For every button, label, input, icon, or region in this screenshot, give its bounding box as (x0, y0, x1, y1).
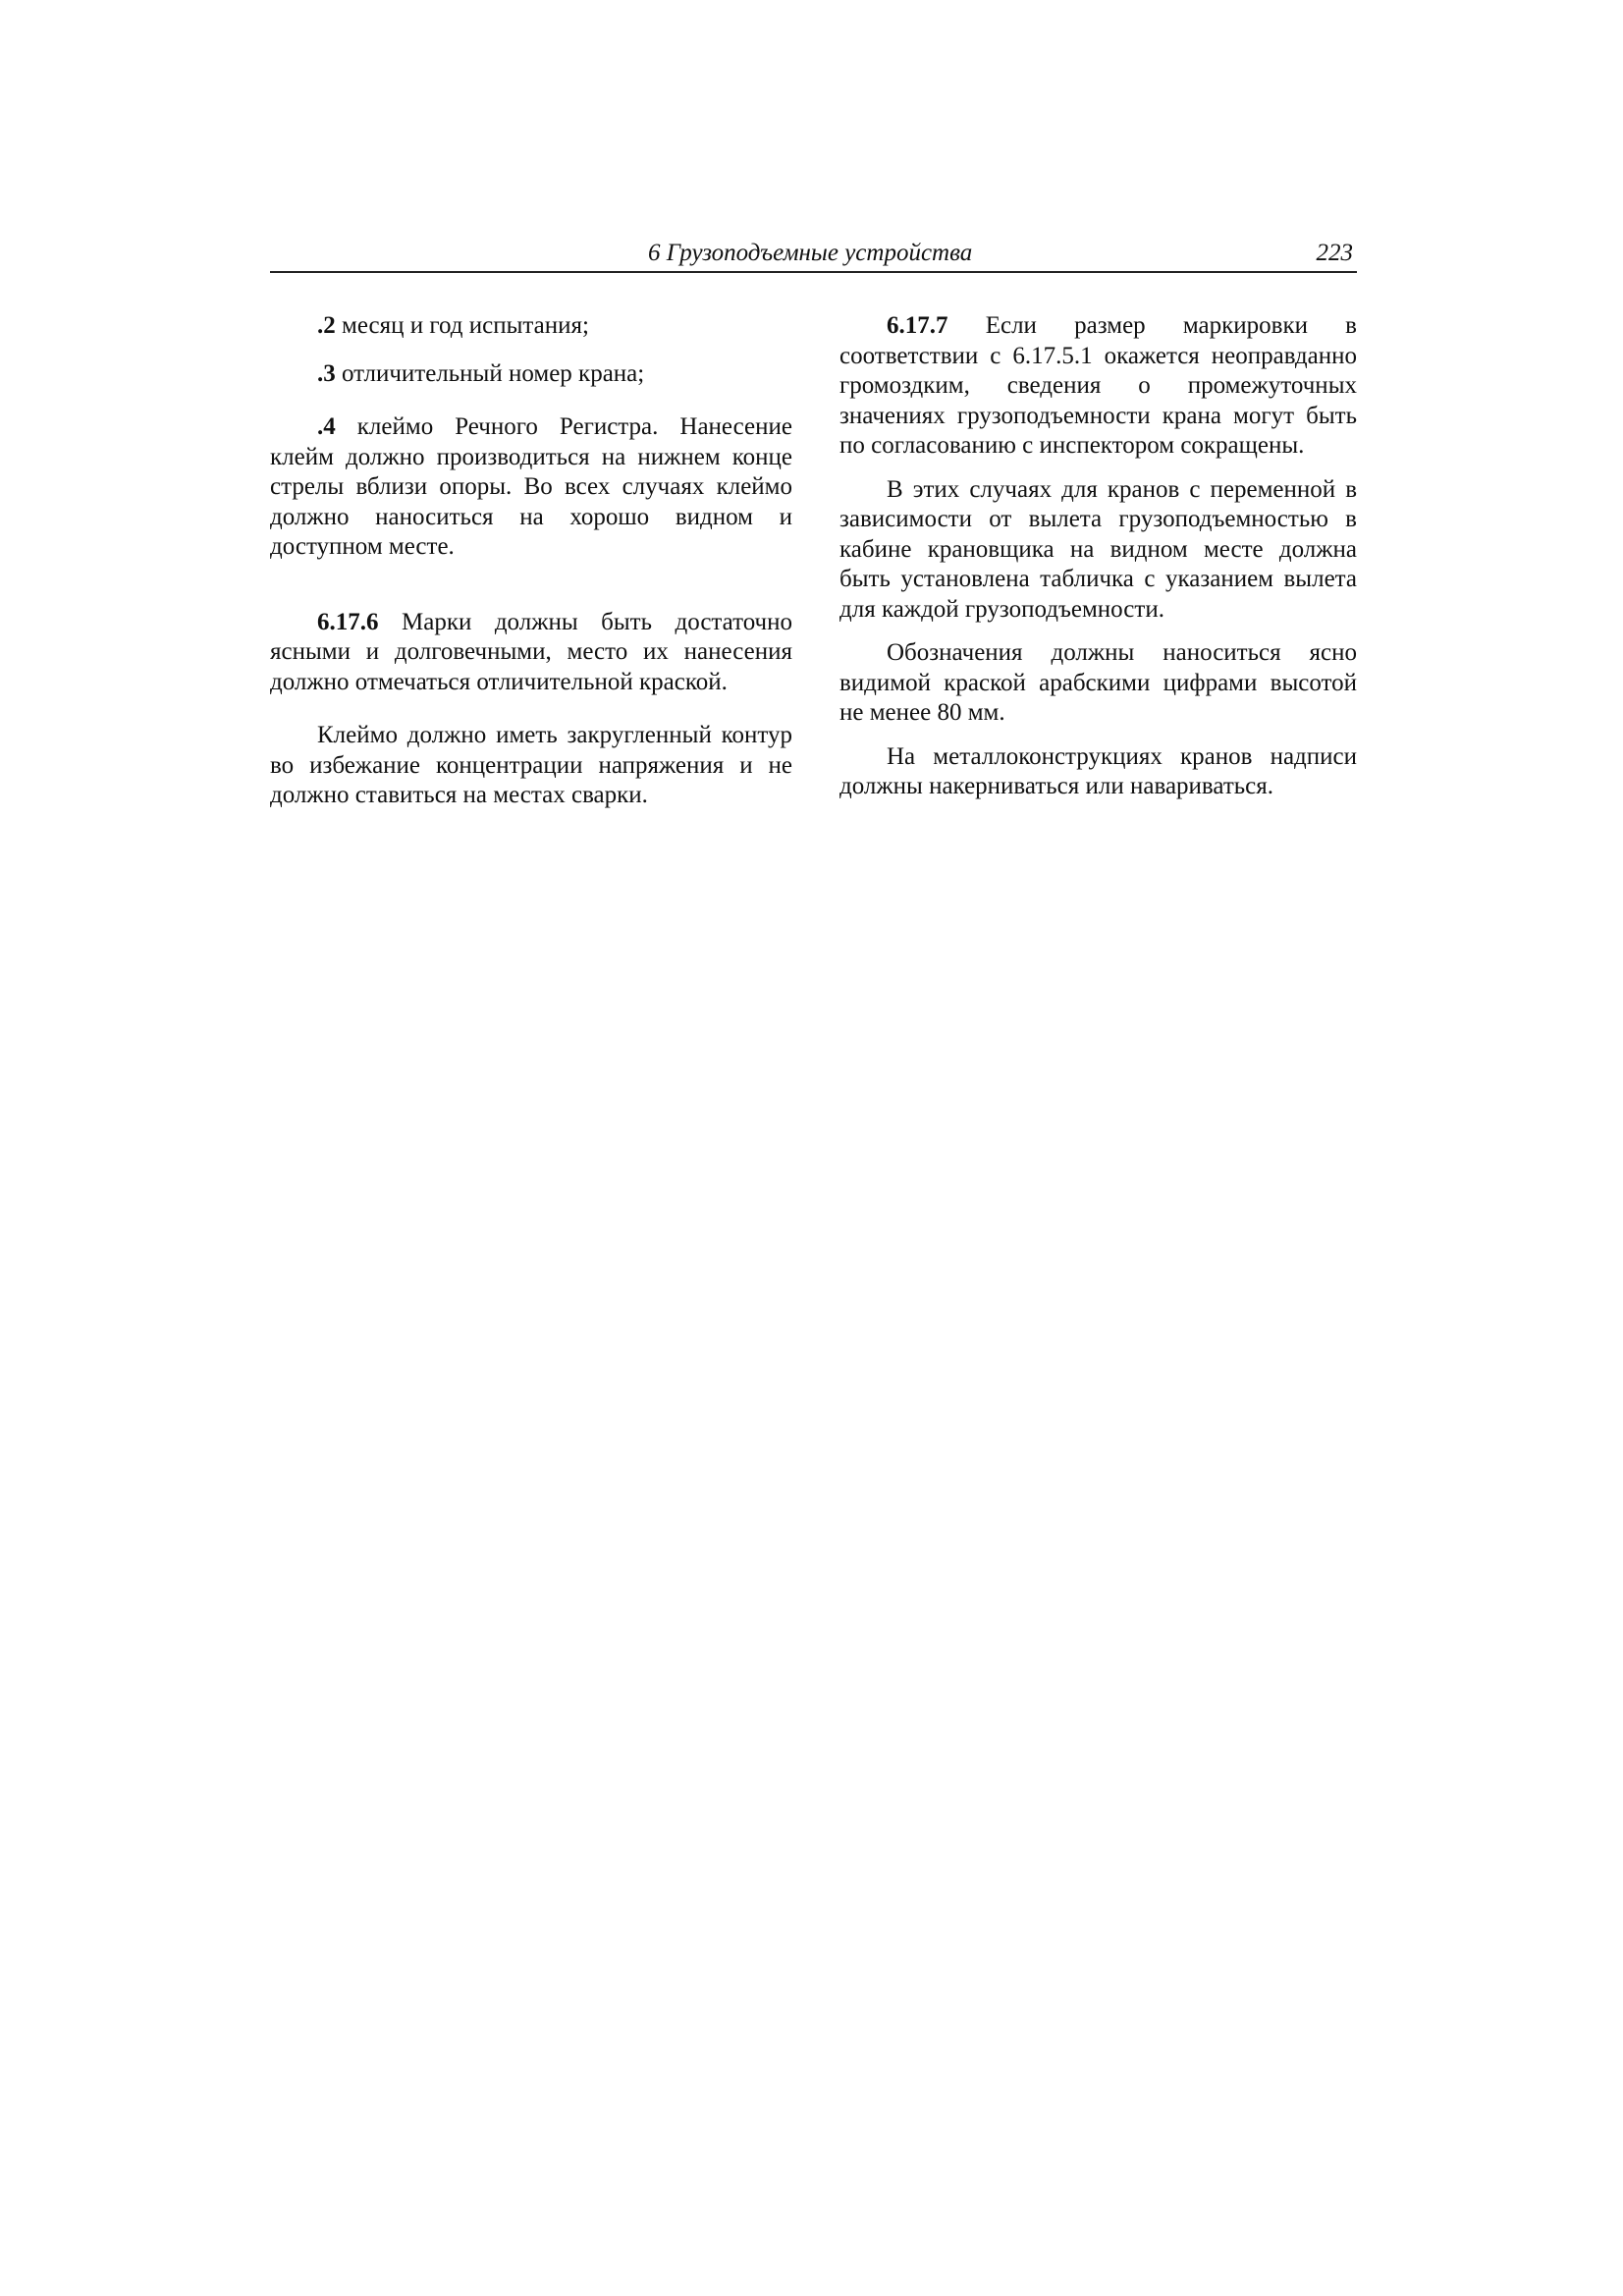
list-item-3 (270, 359, 792, 390)
section-number: 6.17.6 (317, 608, 379, 635)
item-text: месяц и год испытания; (335, 312, 589, 339)
running-header (270, 240, 1357, 273)
section-text: Марки должны быть достаточно ясными и долговечными, место их нанесения должно отмечаться отличительной краской. (270, 608, 792, 695)
designations-paragraph: Обозначения должны наноситься ясно видимой краской арабскими цифрами высотой не менее 80 мм. (839, 639, 1357, 726)
item-text: клеймо Речного Регистра. Нанесение клейм должно производиться на нижнем конце стрелы вблизи опоры. Во всех случаях клеймо должно наноситься на хорошо видном и доступном месте. (270, 413, 792, 560)
right-column (839, 311, 1357, 802)
left-column (270, 311, 792, 811)
metal-structures-paragraph: На металлоконструкциях кранов надписи должны накерниваться или навариваться. (839, 742, 1357, 799)
item-number: .4 (317, 413, 336, 440)
item-number: .3 (317, 359, 336, 387)
item-number: .2 (317, 312, 336, 339)
stamp-paragraph: Клеймо должно иметь закругленный контур во избежание концентрации напряжения и не должно ставиться на местах сварки. (270, 722, 792, 808)
section-number: 6.17.7 (887, 312, 948, 339)
section-6-17-6 (270, 608, 792, 698)
list-item-4 (270, 412, 792, 563)
list-item-2 (270, 311, 792, 342)
section-text: Если размер маркировки в соответствии с 6.17.5.1 окажется неоправданно громоздким, сведения о промежуточных значениях грузоподъемности крана могут быть по согласованию с инспектором сокращены. (839, 312, 1357, 459)
chapter-title: 6 Грузоподъемные устройства (648, 240, 973, 266)
item-text: отличительный номер крана; (335, 359, 645, 387)
page-number: 223 (1316, 240, 1353, 266)
variable-capacity-paragraph: В этих случаях для кранов с переменной в зависимости от вылета грузоподъемностью в кабине крановщика на видном месте должна быть установлена табличка с указанием вылета для каждой грузоподъемности. (839, 475, 1357, 623)
section-6-17-7 (839, 311, 1357, 462)
